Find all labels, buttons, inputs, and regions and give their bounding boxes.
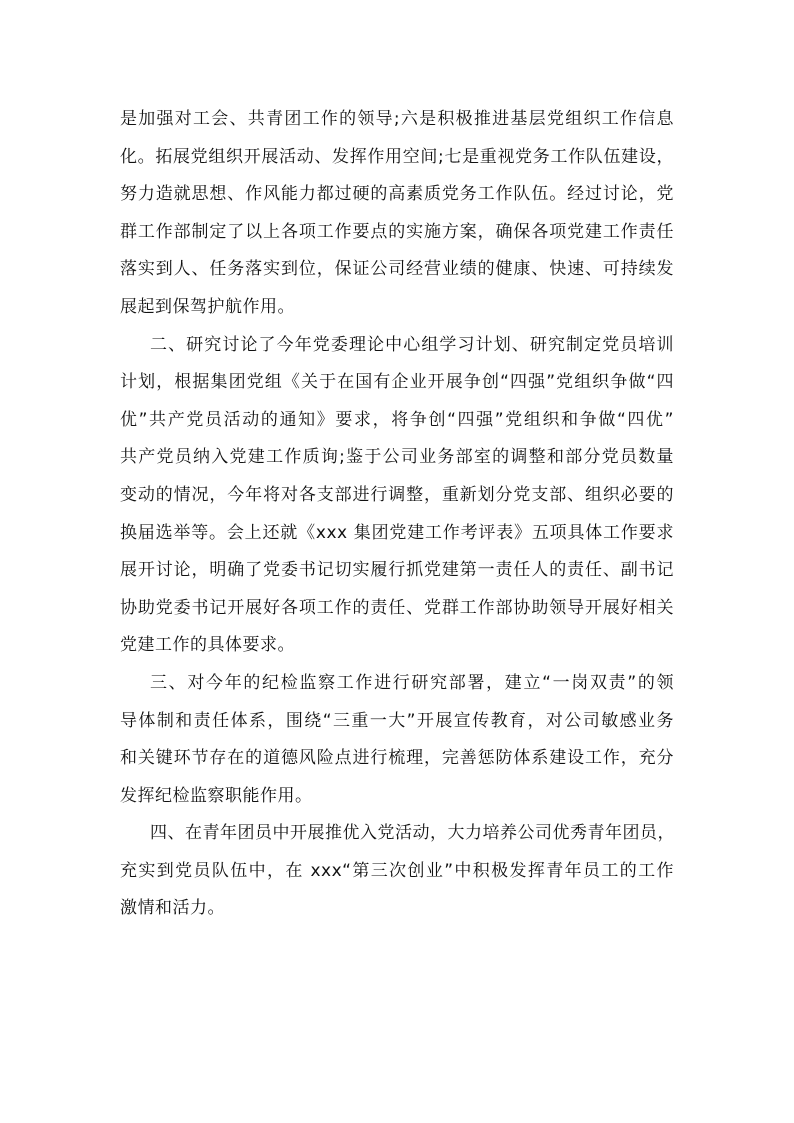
text-line: 三、对今年的纪检监察工作进行研究部署，建立“一岗双责”的领: [150, 672, 674, 693]
text-line: 变动的情况，今年将对各支部进行调整，重新划分党支部、组织必要的: [120, 484, 674, 505]
text-line: 激情和活力。: [120, 898, 225, 919]
text-line: 党建工作的具体要求。: [120, 635, 295, 656]
text-line: 协助党委书记开展好各项工作的责任、党群工作部协助领导开展好相关: [120, 597, 674, 618]
text-line: 化。拓展党组织开展活动、发挥作用空间;七是重视党务工作队伍建设，: [120, 146, 674, 167]
text-line: 优”共产党员活动的通知》要求，将争创“四强”党组织和争做“四优”: [120, 409, 674, 430]
paragraph-3: [120, 665, 674, 815]
text-line: 二、研究讨论了今年党委理论中心组学习计划、研究制定党员培训: [150, 334, 674, 355]
document-body: [120, 101, 674, 928]
text-line: 发挥纪检监察职能作用。: [120, 785, 313, 806]
text-line: 和关键环节存在的道德风险点进行梳理，完善惩防体系建设工作，充分: [120, 748, 674, 769]
text-line: 充实到党员队伍中，在 xxx“第三次创业”中积极发挥青年员工的工作: [120, 860, 674, 881]
text-line: 落实到人、任务落实到位，保证公司经营业绩的健康、快速、可持续发: [120, 259, 674, 280]
text-line: 换届选举等。会上还就《xxx 集团党建工作考评表》五项具体工作要求: [120, 522, 674, 543]
text-line: 展起到保驾护航作用。: [120, 296, 295, 317]
text-line: 共产党员纳入党建工作质询;鉴于公司业务部室的调整和部分党员数量: [120, 447, 674, 468]
text-line: 计划，根据集团党组《关于在国有企业开展争创“四强”党组织争做“四: [120, 372, 674, 393]
paragraph-1: [120, 101, 674, 327]
text-line: 四、在青年团员中开展推优入党活动，大力培养公司优秀青年团员，: [150, 823, 675, 844]
paragraph-2: [120, 327, 674, 665]
text-line: 是加强对工会、共青团工作的领导;六是积极推进基层党组织工作信息: [120, 109, 674, 129]
text-line: 导体制和责任体系，围绕“三重一大”开展宣传教育，对公司敏感业务: [120, 710, 674, 731]
text-line: 群工作部制定了以上各项工作要点的实施方案，确保各项党建工作责任: [120, 221, 674, 242]
text-line: 展开讨论，明确了党委书记切实履行抓党建第一责任人的责任、副书记: [120, 560, 674, 581]
paragraph-4: [120, 815, 674, 928]
text-line: 努力造就思想、作风能力都过硬的高素质党务工作队伍。经过讨论，党: [120, 184, 674, 205]
